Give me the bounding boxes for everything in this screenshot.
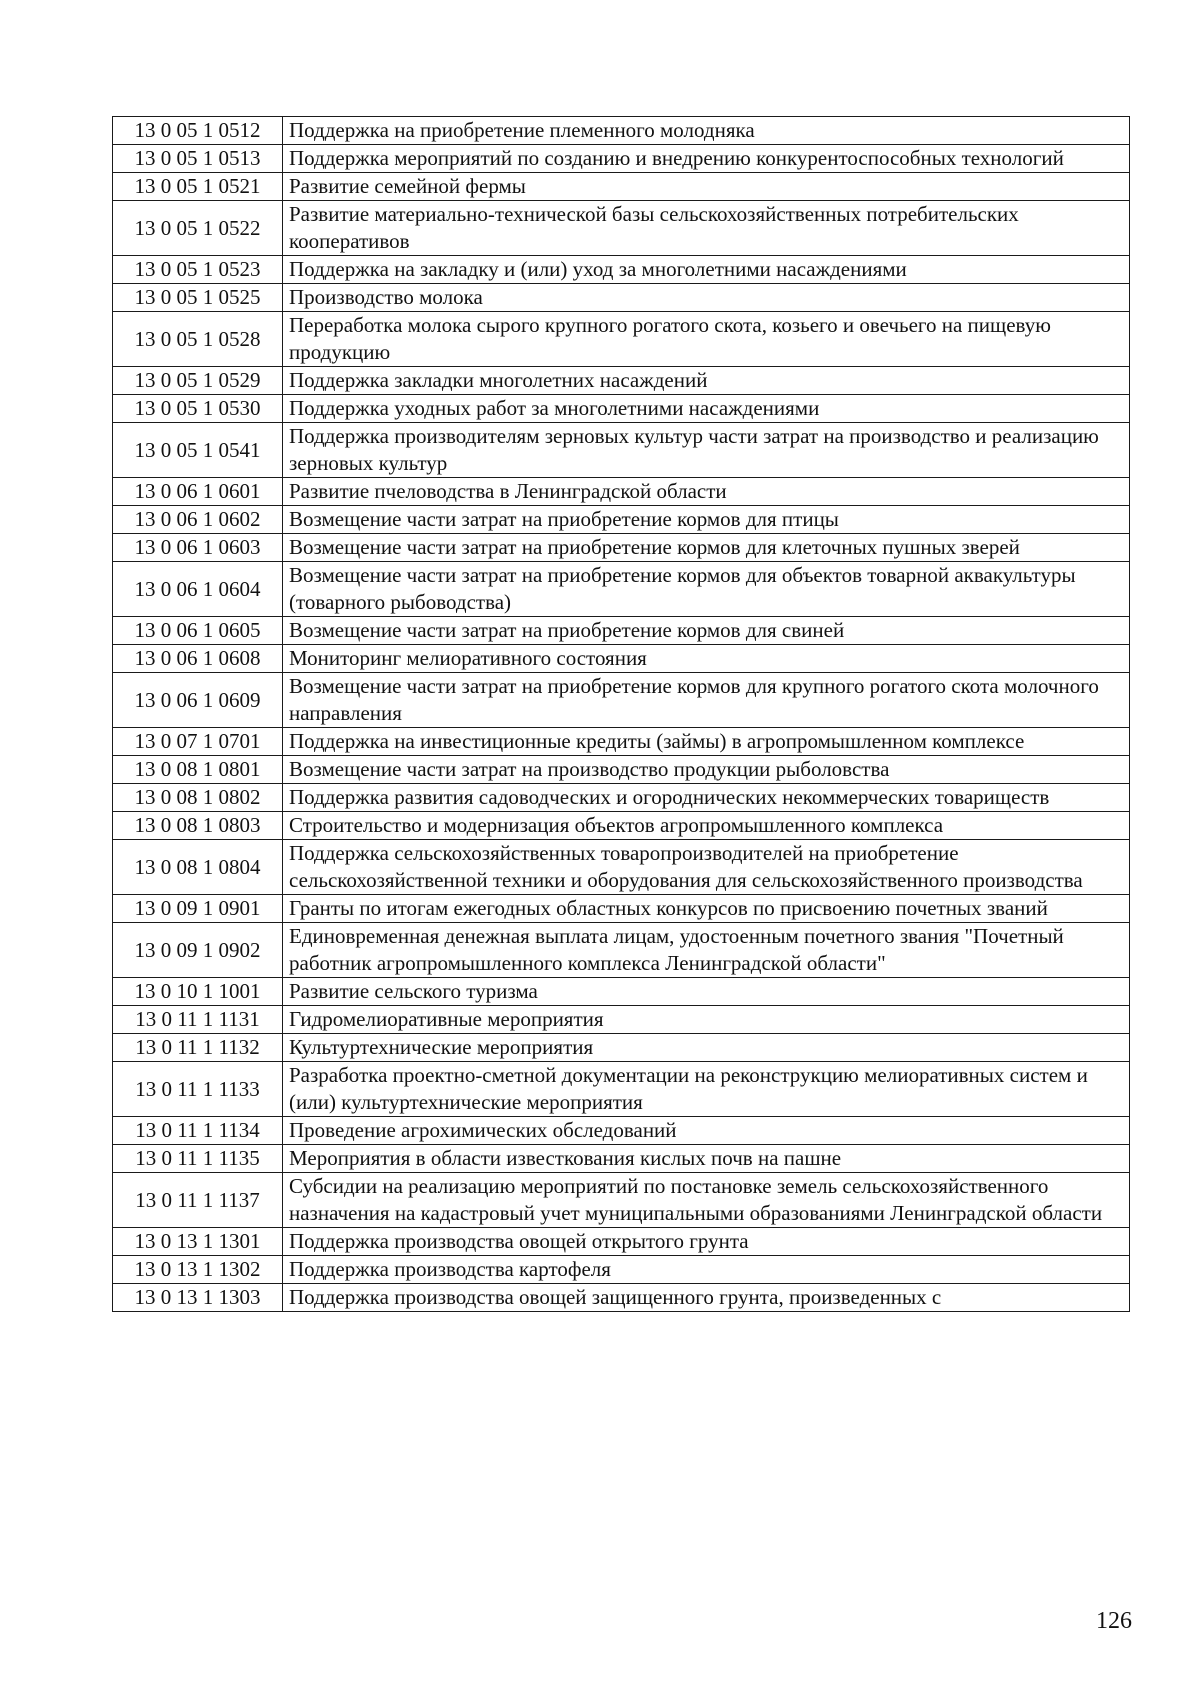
name-cell: Единовременная денежная выплата лицам, удостоенным почетного звания "Почетный работник агропромышленного комплекса Ленинградской области" [283,923,1130,978]
table-row [113,978,1130,1006]
table-row [113,645,1130,673]
code-cell: 13 0 06 1 0609 [113,673,283,728]
table-row [113,784,1130,812]
name-cell: Развитие семейной фермы [283,173,1130,201]
code-cell: 13 0 09 1 0902 [113,923,283,978]
name-cell: Поддержка производства картофеля [283,1256,1130,1284]
code-cell: 13 0 13 1 1302 [113,1256,283,1284]
name-cell: Поддержка на инвестиционные кредиты (займы) в агропромышленном комплексе [283,728,1130,756]
table-row [113,1145,1130,1173]
table-row [113,173,1130,201]
table-row [113,145,1130,173]
table-row [113,1006,1130,1034]
table-row [113,423,1130,478]
code-cell: 13 0 08 1 0804 [113,840,283,895]
name-cell: Поддержка производства овощей открытого грунта [283,1228,1130,1256]
name-cell: Возмещение части затрат на приобретение кормов для птицы [283,506,1130,534]
table-row [113,728,1130,756]
name-cell: Поддержка производителям зерновых культур части затрат на производство и реализацию зерновых культур [283,423,1130,478]
name-cell: Переработка молока сырого крупного рогатого скота, козьего и овечьего на пищевую продукцию [283,312,1130,367]
code-cell: 13 0 06 1 0602 [113,506,283,534]
code-cell: 13 0 08 1 0802 [113,784,283,812]
code-cell: 13 0 11 1 1133 [113,1062,283,1117]
name-cell: Культуртехнические мероприятия [283,1034,1130,1062]
table-row [113,256,1130,284]
table-row [113,478,1130,506]
table-row [113,367,1130,395]
code-cell: 13 0 08 1 0803 [113,812,283,840]
page-number: 126 [1096,1608,1132,1634]
table-row [113,840,1130,895]
name-cell: Развитие материально-технической базы сельскохозяйственных потребительских кооперативов [283,201,1130,256]
table-row [113,617,1130,645]
code-cell: 13 0 10 1 1001 [113,978,283,1006]
code-cell: 13 0 05 1 0528 [113,312,283,367]
name-cell: Проведение агрохимических обследований [283,1117,1130,1145]
table-row [113,1256,1130,1284]
table-row [113,562,1130,617]
code-cell: 13 0 11 1 1137 [113,1173,283,1228]
table-row [113,284,1130,312]
name-cell: Возмещение части затрат на приобретение кормов для клеточных пушных зверей [283,534,1130,562]
code-cell: 13 0 05 1 0513 [113,145,283,173]
name-cell: Возмещение части затрат на приобретение кормов для объектов товарной аквакультуры (товарного рыбоводства) [283,562,1130,617]
code-cell: 13 0 11 1 1132 [113,1034,283,1062]
code-cell: 13 0 05 1 0530 [113,395,283,423]
code-cell: 13 0 05 1 0512 [113,117,283,145]
name-cell: Разработка проектно-сметной документации на реконструкцию мелиоративных систем и (или) культуртехнические мероприятия [283,1062,1130,1117]
code-cell: 13 0 13 1 1301 [113,1228,283,1256]
table-row [113,1228,1130,1256]
name-cell: Поддержка на закладку и (или) уход за многолетними насаждениями [283,256,1130,284]
code-cell: 13 0 05 1 0541 [113,423,283,478]
table-row [113,673,1130,728]
table-row [113,201,1130,256]
code-cell: 13 0 05 1 0521 [113,173,283,201]
name-cell: Поддержка на приобретение племенного молодняка [283,117,1130,145]
table-row [113,117,1130,145]
name-cell: Производство молока [283,284,1130,312]
code-cell: 13 0 08 1 0801 [113,756,283,784]
code-cell: 13 0 05 1 0525 [113,284,283,312]
name-cell: Возмещение части затрат на приобретение кормов для свиней [283,617,1130,645]
budget-codes-table [112,116,1130,1312]
code-cell: 13 0 11 1 1131 [113,1006,283,1034]
name-cell: Поддержка уходных работ за многолетними насаждениями [283,395,1130,423]
table-body [113,117,1130,1312]
table-row [113,895,1130,923]
name-cell: Мероприятия в области известкования кислых почв на пашне [283,1145,1130,1173]
code-cell: 13 0 11 1 1134 [113,1117,283,1145]
name-cell: Развитие пчеловодства в Ленинградской области [283,478,1130,506]
table-row [113,1117,1130,1145]
code-cell: 13 0 06 1 0603 [113,534,283,562]
code-cell: 13 0 06 1 0605 [113,617,283,645]
name-cell: Гидромелиоративные мероприятия [283,1006,1130,1034]
table-row [113,506,1130,534]
table-row [113,1284,1130,1312]
code-cell: 13 0 13 1 1303 [113,1284,283,1312]
code-cell: 13 0 06 1 0604 [113,562,283,617]
table-row [113,812,1130,840]
table-row [113,534,1130,562]
name-cell: Поддержка развития садоводческих и огороднических некоммерческих товариществ [283,784,1130,812]
table-row [113,1034,1130,1062]
table-row [113,395,1130,423]
table-row [113,923,1130,978]
code-cell: 13 0 05 1 0529 [113,367,283,395]
table-row [113,312,1130,367]
name-cell: Поддержка сельскохозяйственных товаропроизводителей на приобретение сельскохозяйственной техники и оборудования для сельскохозяйственного производства [283,840,1130,895]
name-cell: Развитие сельского туризма [283,978,1130,1006]
name-cell: Субсидии на реализацию мероприятий по постановке земель сельскохозяйственного назначения на кадастровый учет муниципальными образованиями Ленинградской области [283,1173,1130,1228]
table-row [113,756,1130,784]
name-cell: Поддержка закладки многолетних насаждений [283,367,1130,395]
name-cell: Строительство и модернизация объектов агропромышленного комплекса [283,812,1130,840]
code-cell: 13 0 11 1 1135 [113,1145,283,1173]
name-cell: Возмещение части затрат на приобретение кормов для крупного рогатого скота молочного направления [283,673,1130,728]
name-cell: Мониторинг мелиоративного состояния [283,645,1130,673]
table-row [113,1062,1130,1117]
code-cell: 13 0 09 1 0901 [113,895,283,923]
code-cell: 13 0 07 1 0701 [113,728,283,756]
code-cell: 13 0 06 1 0608 [113,645,283,673]
name-cell: Поддержка мероприятий по созданию и внедрению конкурентоспособных технологий [283,145,1130,173]
name-cell: Гранты по итогам ежегодных областных конкурсов по присвоению почетных званий [283,895,1130,923]
name-cell: Поддержка производства овощей защищенного грунта, произведенных с [283,1284,1130,1312]
name-cell: Возмещение части затрат на производство продукции рыболовства [283,756,1130,784]
table-row [113,1173,1130,1228]
code-cell: 13 0 05 1 0523 [113,256,283,284]
code-cell: 13 0 05 1 0522 [113,201,283,256]
code-cell: 13 0 06 1 0601 [113,478,283,506]
